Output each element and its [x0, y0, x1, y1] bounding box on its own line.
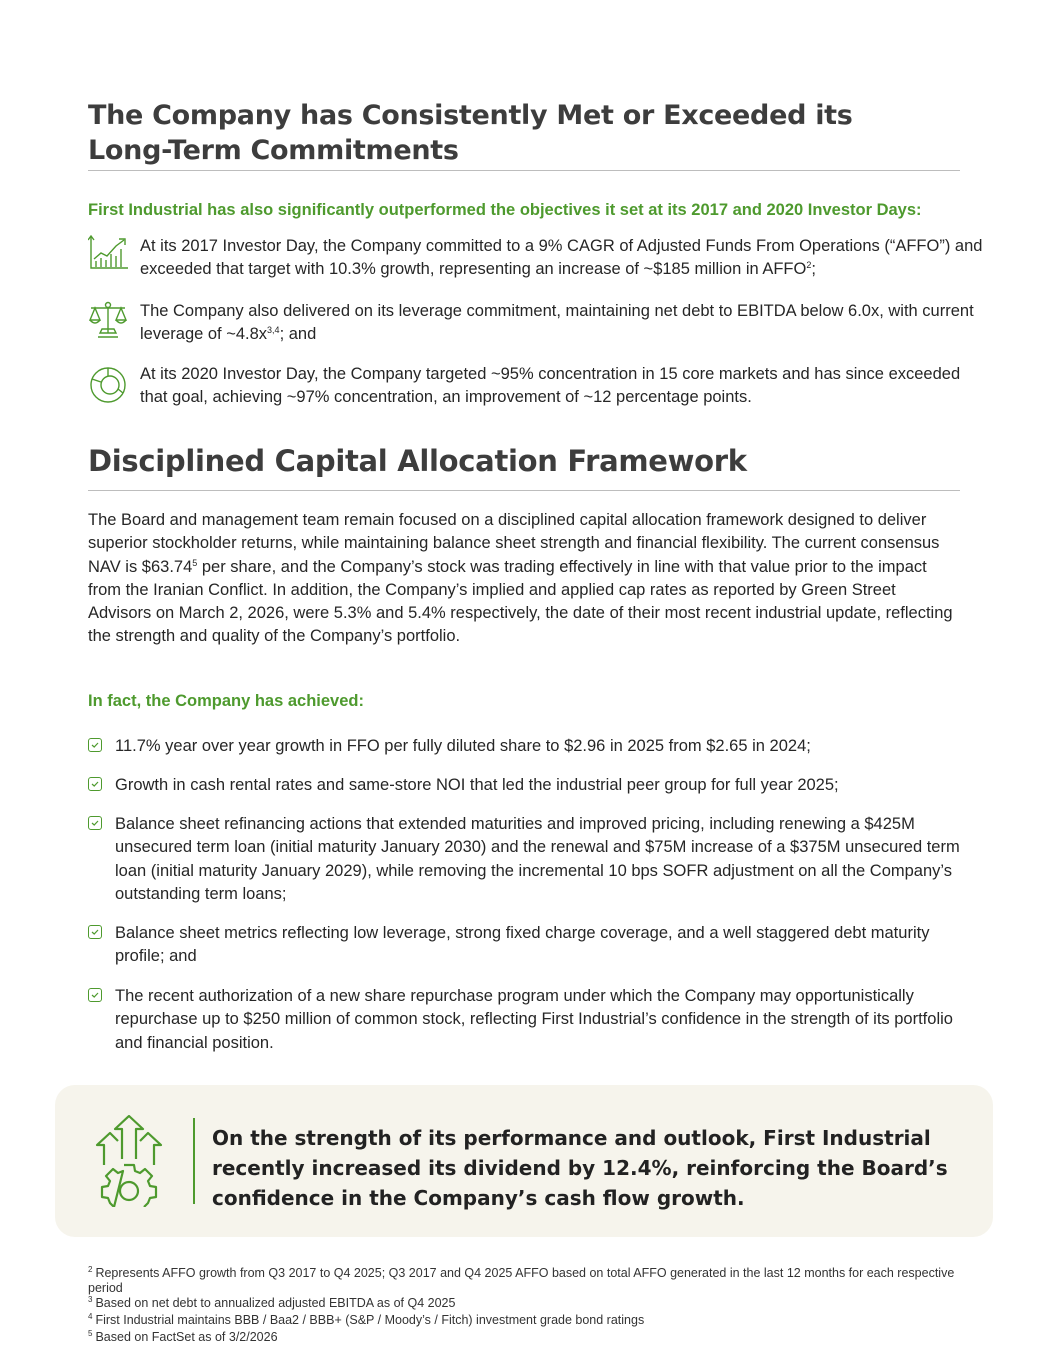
footnote-ref: 2 — [806, 260, 812, 270]
checkbox-icon — [88, 988, 102, 1002]
section-title-commitments: The Company has Consistently Met or Exceeded its Long-Term Commitments — [88, 100, 853, 166]
growth-chart-icon — [88, 235, 128, 275]
balance-scale-icon — [88, 300, 128, 340]
dividend-callout — [55, 1085, 993, 1237]
footnote: $^5$ Based on FactSet as of 3/2/2026 — [88, 1329, 278, 1344]
commitment-text: At its 2017 Investor Day, the Company committed to a 9% CAGR of Adjusted Funds From Operations (“AFFO”) and exceeded that target with 10.3% growth, representing an increase of ~$185 million in AFFO — [140, 237, 983, 278]
achievement-text: Balance sheet refinancing actions that extended maturities and improved pricing, including renewing a $425M unsecured term loan (initial maturity January 2030) and the renewal and $75M increase of a $375M unsecured term loan (initial maturity January 2029), while removing the incremental 10 bps SOFR adjustment on all the Company’s outstanding term loans; — [115, 815, 960, 903]
divider — [88, 170, 960, 171]
footnote: $^3$ Based on net debt to annualized adjusted EBITDA as of Q4 2025 — [88, 1295, 456, 1310]
divider — [88, 490, 960, 491]
checkbox-icon — [88, 925, 102, 939]
achievement-text: Balance sheet metrics reflecting low leverage, strong fixed charge coverage, and a well staggered debt maturity profile; and — [115, 924, 930, 966]
checkbox-icon — [88, 738, 102, 752]
checkbox-icon — [88, 816, 102, 830]
capital-allocation-paragraph: The Board and management team remain focused on a disciplined capital allocation framework designed to deliver superior stockholder returns, while maintaining balance sheet strength and financial flexibility. The current consensus NAV is $63.74$^5$ per share, and the Company’s stock was trading effectively in line with that value prior to the impact from the Iranian Conflict. In addition, the Company’s implied and applied cap rates as reported by Green Street Advisors on March 2, 2026, were 5.3% and 5.4% respectively, the date of their most recent industrial update, reflecting the strength and quality of the Company’s portfolio. — [88, 511, 953, 646]
gear-growth-arrows-icon — [88, 1115, 170, 1207]
achievement-text: Growth in cash rental rates and same-store NOI that led the industrial peer group for full year 2025; — [115, 776, 839, 794]
target-pie-icon — [88, 363, 128, 403]
footnote-ref: 3,4 — [267, 325, 280, 335]
achievement-text: 11.7% year over year growth in FFO per fully diluted share to $2.96 in 2025 from $2.65 in 2024; — [115, 737, 811, 755]
commitment-text: The Company also delivered on its leverage commitment, maintaining net debt to EBITDA below 6.0x, with current leverage of ~4.8x — [140, 302, 974, 343]
callout-divider — [193, 1118, 195, 1204]
footnote: $^4$ First Industrial maintains BBB / Baa2 / BBB+ (S&P / Moody’s / Fitch) investment grade bond ratings — [88, 1312, 645, 1327]
footnote-ref: 5 — [192, 557, 198, 568]
commitments-lead: First Industrial has also significantly outperformed the objectives it set at its 2017 and 2020 Investor Days: — [88, 201, 922, 219]
section-title-capital-allocation: Disciplined Capital Allocation Framework — [88, 444, 747, 478]
achievements-lead: In fact, the Company has achieved: — [88, 692, 364, 710]
callout-text: On the strength of its performance and outlook, First Industrial recently increased its dividend by 12.4%, reinforcing the Board’s confidence in the Company’s cash flow growth. — [212, 1126, 948, 1210]
footnote: $^2$ Represents AFFO growth from Q3 2017 to Q4 2025; Q3 2017 and Q4 2025 AFFO based on total AFFO generated in the last 12 months for each respective period — [88, 1265, 955, 1295]
achievement-text: The recent authorization of a new share repurchase program under which the Company may opportunistically repurchase up to $250 million of common stock, reflecting First Industrial’s confidence in the strength of its portfolio and financial position. — [115, 987, 953, 1052]
checkbox-icon — [88, 777, 102, 791]
commitment-text: At its 2020 Investor Day, the Company targeted ~95% concentration in 15 core markets and has since exceeded that goal, achieving ~97% concentration, an improvement of ~12 percentage points. — [140, 365, 961, 406]
